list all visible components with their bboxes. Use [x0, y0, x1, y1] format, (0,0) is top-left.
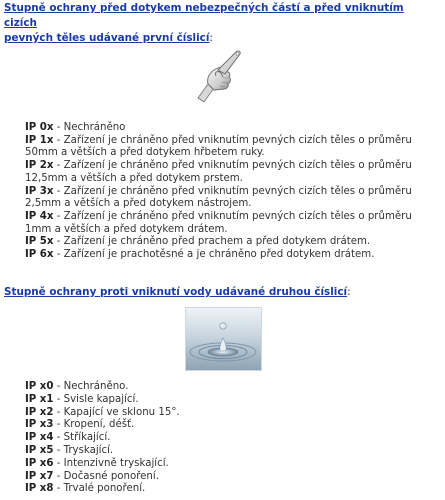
ip-code: IP x7 [25, 470, 54, 482]
ip-description: - Zařízení je prachotěsné a je chráněno před dotykem drátem. [53, 249, 375, 261]
pointing-hand-icon [196, 44, 248, 104]
heading-colon: : [347, 286, 351, 298]
heading-text: Stupně ochrany proti vniknutí vody udávané druhou číslicí [4, 286, 348, 298]
ip-description: - Dočasné ponoření. [53, 470, 159, 482]
ip-code: IP 4x [25, 210, 54, 222]
list-item [25, 186, 435, 211]
list-item [25, 394, 325, 407]
ip-description: - Zařízení je chráněno před vniknutím pevných cizích těles o průměru [53, 210, 412, 222]
water-drop-icon [185, 307, 262, 371]
ip-description-cont: 1mm a větších a před dotykem drátem. [25, 223, 228, 235]
ip-description: - Nechráněno. [53, 381, 129, 392]
ip-description-cont: 50mm a větších a před dotykem hřbetem ruky. [25, 147, 265, 159]
ip-description: - Kapající ve sklonu 15°. [53, 406, 180, 418]
list-item [25, 445, 325, 458]
ip-description: - Tryskající. [53, 444, 114, 456]
ip-description: - Svisle kapající. [53, 393, 139, 405]
ip-description: - Nechráněno [53, 122, 126, 133]
list-item [25, 236, 435, 249]
ip-code: IP x5 [25, 444, 54, 456]
ip-description: - Kropení, déšť. [53, 419, 135, 431]
ip-code: IP x0 [25, 381, 54, 392]
ip-code: IP 3x [25, 185, 54, 197]
list-item [25, 381, 325, 394]
heading-line2: pevných těles udávané první číslicí [4, 32, 210, 44]
heading-colon: : [209, 32, 213, 44]
ip-code: IP x1 [25, 393, 54, 405]
list-item [25, 471, 325, 484]
ip-code: IP x2 [25, 406, 54, 418]
ip-code: IP 5x [25, 236, 54, 248]
list-item [25, 211, 435, 236]
ip-code: IP x6 [25, 457, 54, 469]
ip-description: - Zařízení je chráněno před vniknutím pevných cizích těles o průměru [53, 134, 412, 146]
ip-code: IP 1x [25, 134, 54, 146]
ip-description: - Zařízení je chráněno před prachem a před dotykem drátem. [53, 236, 371, 248]
section-heading-water [4, 285, 434, 300]
ip-description: - Stříkající. [53, 432, 111, 444]
ip-description-cont: 2,5mm a větších a před dotykem nástrojem. [25, 198, 252, 210]
ip-code: IP 0x [25, 122, 54, 133]
list-item [25, 407, 325, 420]
list-item [25, 249, 435, 262]
ip-second-digit-list [25, 381, 325, 496]
list-item [25, 160, 435, 185]
ip-code: IP x8 [25, 483, 54, 495]
ip-description: - Trvalé ponoření. [53, 483, 146, 495]
list-item [25, 483, 325, 496]
ip-description: - Intenzivně tryskající. [53, 457, 169, 469]
list-item [25, 432, 325, 445]
list-item [25, 419, 325, 432]
ip-description: - Zařízení je chráněno před vniknutím pevných cizích těles o průměru [53, 185, 412, 197]
ip-description-cont: 12,5mm a větších a před dotykem prstem. [25, 172, 243, 184]
heading-line1: Stupně ochrany před dotykem nebezpečných částí a před vniknutím cizích [4, 2, 404, 29]
ip-code: IP x3 [25, 419, 54, 431]
list-item [25, 135, 435, 160]
ip-description: - Zařízení je chráněno před vniknutím pevných cizích těles o průměru [53, 160, 412, 172]
ip-code: IP 6x [25, 249, 54, 261]
ip-first-digit-list [25, 122, 435, 262]
section-heading-solids [4, 1, 424, 46]
ip-code: IP 2x [25, 160, 54, 172]
ip-code: IP x4 [25, 432, 54, 444]
list-item [25, 458, 325, 471]
list-item [25, 122, 435, 135]
